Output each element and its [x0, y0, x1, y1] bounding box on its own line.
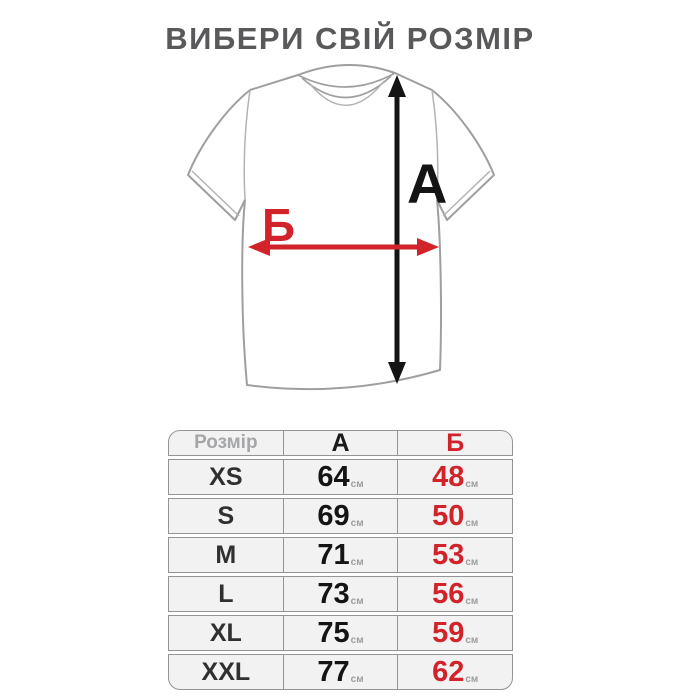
a-value: 77 см [317, 655, 364, 688]
size-cell: S [169, 499, 284, 533]
a-value: 73 см [317, 577, 364, 610]
unit-label: см [350, 595, 364, 607]
table-row-xs [168, 459, 513, 495]
unit-label: см [350, 556, 364, 568]
header-b: Б [446, 428, 465, 457]
b-value: 53 см [432, 538, 479, 571]
b-value: 50 см [432, 499, 479, 532]
tshirt-outline [188, 65, 494, 389]
size-table-header-row [168, 430, 513, 456]
tshirt-diagram [170, 60, 530, 420]
header-a: А [284, 431, 399, 455]
unit-label: см [465, 478, 479, 490]
tshirt-svg [170, 60, 530, 420]
table-row-xl [168, 615, 513, 651]
header-size: Розмір [169, 431, 284, 455]
unit-label: см [465, 595, 479, 607]
a-value: 64 см [317, 460, 364, 493]
height-label: А [407, 152, 448, 215]
unit-label: см [350, 673, 364, 685]
unit-label: см [350, 478, 364, 490]
size-cell: M [169, 538, 284, 572]
a-value: 71 см [317, 538, 364, 571]
unit-label: см [465, 517, 479, 529]
size-cell: XXL [169, 655, 284, 689]
table-row-xxl [168, 654, 513, 690]
size-cell: XS [169, 460, 284, 494]
width-label: Б [262, 199, 296, 251]
unit-label: см [465, 556, 479, 568]
page-title: ВИБЕРИ СВІЙ РОЗМІР [165, 21, 535, 56]
unit-label: см [350, 517, 364, 529]
unit-label: см [350, 634, 364, 646]
b-value: 48 см [432, 460, 479, 493]
b-value: 62 см [432, 655, 479, 688]
a-value: 69 см [317, 499, 364, 532]
table-row-s [168, 498, 513, 534]
b-value: 56 см [432, 577, 479, 610]
unit-label: см [465, 634, 479, 646]
size-cell: XL [169, 616, 284, 650]
size-table [168, 430, 513, 690]
size-cell: L [169, 577, 284, 611]
table-row-l [168, 576, 513, 612]
b-value: 59 см [432, 616, 479, 649]
a-value: 75 см [317, 616, 364, 649]
unit-label: см [465, 673, 479, 685]
table-row-m [168, 537, 513, 573]
